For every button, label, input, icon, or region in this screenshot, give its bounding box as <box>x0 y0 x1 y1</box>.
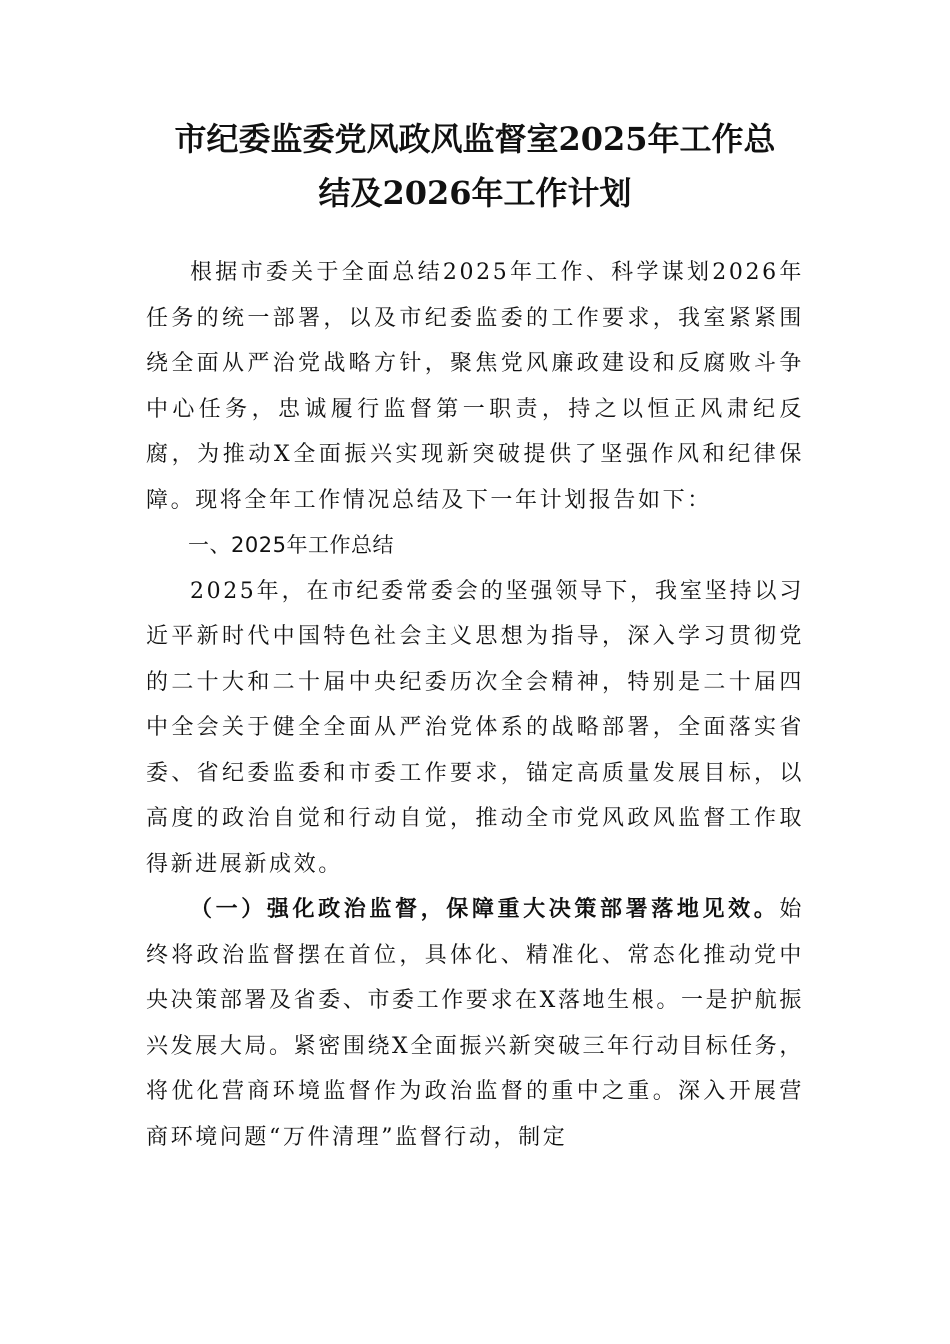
subsection-1-body: 始终将政治监督摆在首位，具体化、精准化、常态化推动党中央决策部署及省委、市委工作要求在X落地生根。一是护航振兴发展大局。紧密围绕X全面振兴新突破三年行动目标任务，将优化营商环境监督作为政治监督的重中之重。深入开展营商环境问题“万件清理”监督行动，制定 <box>146 897 804 1150</box>
subsection-1-title: （一）强化政治监督，保障重大决策部署落地见效。 <box>190 896 780 922</box>
document-title <box>140 112 810 220</box>
title-line-1: 市纪委监委党风政风监督室2025年工作总 <box>174 120 776 158</box>
document-body <box>146 250 804 1160</box>
subsection-1-paragraph <box>146 887 804 1160</box>
intro-paragraph: 根据市委关于全面总结2025年工作、科学谋划2026年任务的统一部署，以及市纪委监委的工作要求，我室紧紧围绕全面从严治党战略方针，聚焦党风廉政建设和反腐败斗争中心任务，忠诚履行监督第一职责，持之以恒正风肃纪反腐，为推动X全面振兴实现新突破提供了坚强作风和纪律保障。现将全年工作情况总结及下一年计划报告如下： <box>146 260 804 513</box>
title-line-2: 结及2026年工作计划 <box>318 174 632 212</box>
section-1-paragraph: 2025年，在市纪委常委会的坚强领导下，我室坚持以习近平新时代中国特色社会主义思想为指导，深入学习贯彻党的二十大和二十届中央纪委历次全会精神，特别是二十届四中全会关于健全全面从严治党体系的战略部署，全面落实省委、省纪委监委和市委工作要求，锚定高质量发展目标，以高度的政治自觉和行动自觉，推动全市党风政风监督工作取得新进展新成效。 <box>146 578 804 877</box>
section-heading-1: 一、2025年工作总结 <box>188 533 394 557</box>
